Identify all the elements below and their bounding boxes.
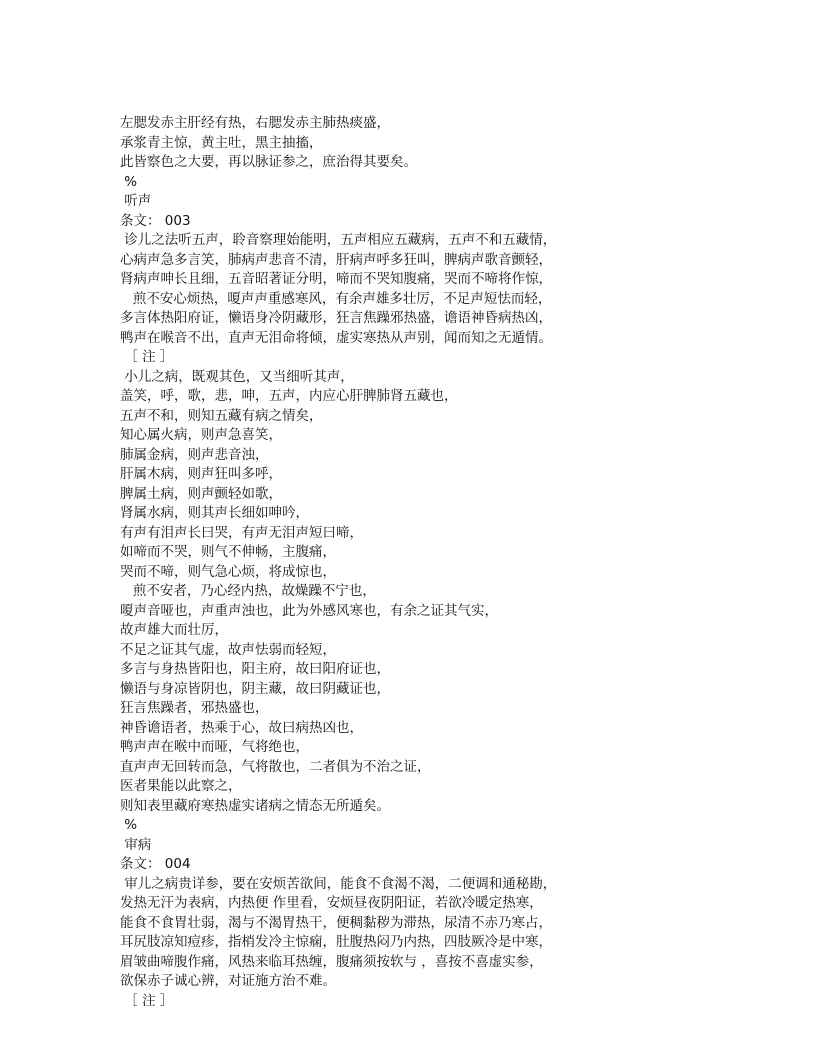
text-line: 肝属木病，则声狂叫多呼，: [120, 466, 282, 482]
text-line: 鸭声声在喉中而哑，气将绝也，: [120, 739, 309, 755]
text-line: 五声不和，则知五藏有病之情矣，: [120, 407, 323, 424]
text-line: 则知表里藏府寒热虚实诸病之情态无所遁矣。: [120, 797, 390, 814]
text-line: 肾病声呻长且细，五音昭著证分明，啼而不哭知腹痛，哭而不啼将作惊，: [120, 271, 552, 287]
text-line: 耳尻肢凉知痘疹，指梢发冷主惊痫，肚腹热闷乃内热，四肢厥冷是中寒，: [120, 934, 552, 950]
text-line: 多言体热阳府证，懒语身冷阴藏形，狂言焦躁邪热盛，谵语神昏病热凶，: [120, 310, 552, 326]
text-line: 哭而不啼，则气急心烦，将成惊也，: [120, 563, 336, 580]
text-line: 如啼而不哭，则气不伸畅，主腹痛，: [120, 544, 336, 560]
text-line: 发热无汗为表病，内热便 作里看，安烦昼夜阴阳证，若欲冷暖定热寒，: [120, 895, 543, 911]
text-line: 欲保赤子诚心辨，对证施方治不难。: [120, 973, 336, 989]
text-line: 不足之证其气虚，故声怯弱而轻短，: [120, 641, 336, 658]
text-line: 此皆察色之大要，再以脉证参之，庶治得其要矣。: [120, 154, 417, 170]
text-line: 诊儿之法听五声，聆音察理始能明，五声相应五藏病，五声不和五藏情，: [120, 232, 557, 248]
text-line: 审病: [120, 836, 152, 853]
text-line: 煎不安者，乃心经内热，故燥躁不宁也，: [120, 583, 376, 599]
text-line: %: [120, 817, 138, 833]
text-line: 条文： 004: [120, 856, 191, 872]
text-line: ［ 注 ］: [120, 349, 174, 365]
text-line: 煎不安心烦热，嗄声声重感寒风，有余声雄多壮厉，不足声短怯而轻，: [120, 290, 552, 307]
text-line: 脾属土病，则声颤轻如歌，: [120, 485, 282, 502]
text-line: 鸭声在喉音不出，直声无泪命将倾，虚实寒热从声别，闻而知之无遁情。: [120, 329, 552, 346]
document-page: [120, 114, 740, 1011]
text-line: 有声有泪声长曰哭，有声无泪声短曰啼，: [120, 524, 363, 541]
text-line: 左腮发赤主肝经有热，右腮发赤主肺热痰盛，: [120, 115, 390, 131]
text-line: 条文： 003: [120, 212, 191, 229]
text-line: 肾属水病，则其声长细如呻吟，: [120, 505, 309, 521]
text-line: %: [120, 173, 138, 190]
text-line: 懒语与身凉皆阴也，阴主藏，故曰阴藏证也，: [120, 680, 390, 697]
text-line: 能食不食胃壮弱，渴与不渴胃热干，便稠黏秽为滞热，尿清不赤乃寒占，: [120, 914, 552, 931]
text-line: 肺属金病，则声悲音浊，: [120, 446, 269, 463]
text-line: 直声声无回转而急，气将散也，二者俱为不治之证，: [120, 758, 431, 775]
text-line: 多言与身热皆阳也，阳主府，故曰阳府证也，: [120, 661, 390, 677]
text-line: ［ 注 ］: [120, 992, 174, 1009]
text-line: 听声: [120, 193, 152, 209]
text-line: 嗄声音哑也，声重声浊也，此为外感风寒也，有余之证其气实，: [120, 602, 498, 619]
text-line: 眉皱曲啼腹作痛，风热来临耳热缠，腹痛须按软与 ，喜按不喜虚实参，: [120, 953, 543, 970]
text-line: 医者果能以此察之，: [120, 778, 242, 794]
text-line: 神昏谵语者，热乘于心，故曰病热凶也，: [120, 719, 363, 736]
text-line: 承浆青主惊，黄主吐，黑主抽搐，: [120, 134, 323, 151]
text-line: 心病声急多言笑，肺病声悲音不清，肝病声呼多狂叫，脾病声歌音颤轻，: [120, 251, 552, 268]
text-line: 审儿之病贵详参，要在安烦苦欲间，能食不食渴不渴，二便调和通秘勘，: [120, 875, 557, 892]
text-line: 狂言焦躁者，邪热盛也，: [120, 700, 269, 716]
text-line: 故声雄大而壮厉，: [120, 622, 228, 638]
text-line: 盖笑，呼，歌，悲，呻，五声，内应心肝脾肺肾五藏也，: [120, 388, 458, 404]
text-line: 小儿之病，既观其色，又当细听其声，: [120, 368, 354, 385]
text-line: 知心属火病，则声急喜笑，: [120, 427, 282, 443]
